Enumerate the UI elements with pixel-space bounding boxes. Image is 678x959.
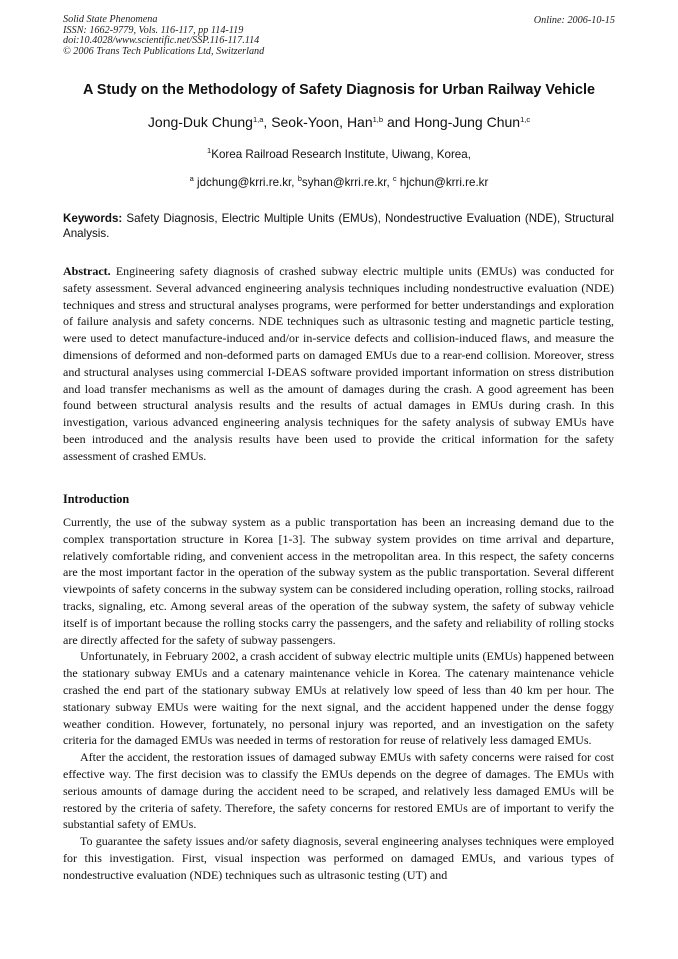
author-affiliation-mark: 1,a xyxy=(252,115,264,124)
abstract xyxy=(63,263,614,465)
keywords xyxy=(63,211,614,241)
author-name: Jong-Duk Chung xyxy=(147,114,253,130)
author-affiliation-mark: 1,b xyxy=(372,115,384,124)
author-list xyxy=(0,114,678,130)
paragraph: Unfortunately, in February 2002, a crash accident of subway electric multiple units (EMUs) happened between the stationary subway EMUs and a catenary maintenance vehicle in Korea. The catenary maintenance vehicle crashed the end part of the stationary subway EMUs at relatively low speed of less than 40 km per hour. The stationary subway EMUs were waiting for the next signal, and the accident happened under the dense foggy weather condition. However, fortunately, no personal injury was reported, and an investigation on the safety criteria for the damaged EMUs was needed in terms of restoration for reuse of relatively less damaged EMUs. xyxy=(63,649,614,748)
abstract-text: Engineering safety diagnosis of crashed subway electric multiple units (EMUs) was conducted for safety assessment. Several advanced engineering analysis techniques including nondestructive evaluation (NDE) techniques and stress and structural analyses programs, were performed for better understandings and exploration of failure analysis and safety concerns. NDE techniques such as ultrasonic testing and magnetic particle testing, were used to detect manufacture-induced and/or in-service defects and collision-induced flaws, and measure the dimensions of deformed and non-deformed parts on damaged EMUs due to a rear-end collision. Moreover, stress and structural analyses using commercial I-DEAS software provided important information on stress distribution and load transfer mechanisms as well as the amount of damages during the crash. A good agreement has been found between structural analysis results and the results of actual damages in EMUs during crash. In this investigation, various advanced engineering analysis techniques for the safety analysis of subway EMUs have been introduced and the analysis results have been used to provide the critical information for the safety assessment of crashed EMUs. xyxy=(63,264,614,463)
paragraph: Currently, the use of the subway system as a public transportation has been an increasing demand due to the complex transportation structure in Korea [1-3]. The subway system provides on time arrival and departure, relatively comfortable riding, and convenient access in the metropolitan area. In this respect, the safety concerns are the most important factor in the operation of the subway system as the public transportation. Several different viewpoints of safety concerns in the subway system can be considered including operation, rolling stocks, railroad tracks, signaling, etc. Among several areas of the operation of the subway system, the safety of subway vehicle itself is of important because the rolling stocks carry the passengers, and the safety and reliability of rolling stocks are directly affected for the safety of subway passengers. xyxy=(63,515,614,647)
author-separator: and xyxy=(383,114,415,130)
author-separator: , xyxy=(263,114,272,130)
affiliation-mark: 1 xyxy=(207,146,212,155)
affiliation-text: Korea Railroad Research Institute, Uiwang, Korea, xyxy=(211,148,471,161)
email-list xyxy=(0,176,678,189)
keywords-text: Safety Diagnosis, Electric Multiple Units (EMUs), Nondestructive Evaluation (NDE), Structural Analysis. xyxy=(63,212,614,240)
affiliation xyxy=(0,148,678,161)
keywords-label: Keywords: xyxy=(63,212,123,225)
introduction-body xyxy=(63,514,614,884)
issn-line: ISSN: 1662-9779, Vols. 116-117, pp 114-119 xyxy=(63,24,244,36)
email-address: jdchung@krri.re.kr, xyxy=(193,176,298,189)
paper-title: A Study on the Methodology of Safety Diagnosis for Urban Railway Vehicle xyxy=(82,82,595,98)
abstract-label: Abstract. xyxy=(63,264,111,278)
email-address: syhan@krri.re.kr, xyxy=(301,176,393,189)
online-date: Online: 2006-10-15 xyxy=(533,15,615,26)
paragraph: After the accident, the restoration issues of damaged subway EMUs with safety concerns were raised for cost effective way. The first decision was to classify the EMUs depends on the degree of damages. The EMUs with serious amounts of damage during the accident need to be scraped, and relatively less damaged EMUs will be restored by the criteria of safety. Therefore, the safety concerns for restored EMUs are of important to verify the substantial safety of EMUs. xyxy=(63,750,614,832)
author-name: Hong-Jung Chun xyxy=(414,114,521,130)
email-address: hjchun@krri.re.kr xyxy=(396,176,489,189)
copyright-line: © 2006 Trans Tech Publications Ltd, Switzerland xyxy=(63,45,265,57)
doi-line: doi:10.4028/www.scientific.net/SSP.116-117.114 xyxy=(63,35,260,47)
author-affiliation-mark: 1,c xyxy=(520,115,531,124)
email-mark: b xyxy=(297,174,302,183)
journal-name: Solid State Phenomena xyxy=(63,14,158,25)
introduction-heading: Introduction xyxy=(63,492,130,506)
email-mark: c xyxy=(392,174,397,183)
journal-header xyxy=(63,15,264,57)
email-mark: a xyxy=(189,174,194,183)
author-name: Seok-Yoon, Han xyxy=(271,114,373,130)
paragraph: To guarantee the safety issues and/or safety diagnosis, several engineering analyses techniques were employed for this investigation. First, visual inspection was performed on damaged EMUs, and various types of nondestructive evaluation (NDE) techniques such as ultrasonic testing (UT) and xyxy=(63,834,614,882)
